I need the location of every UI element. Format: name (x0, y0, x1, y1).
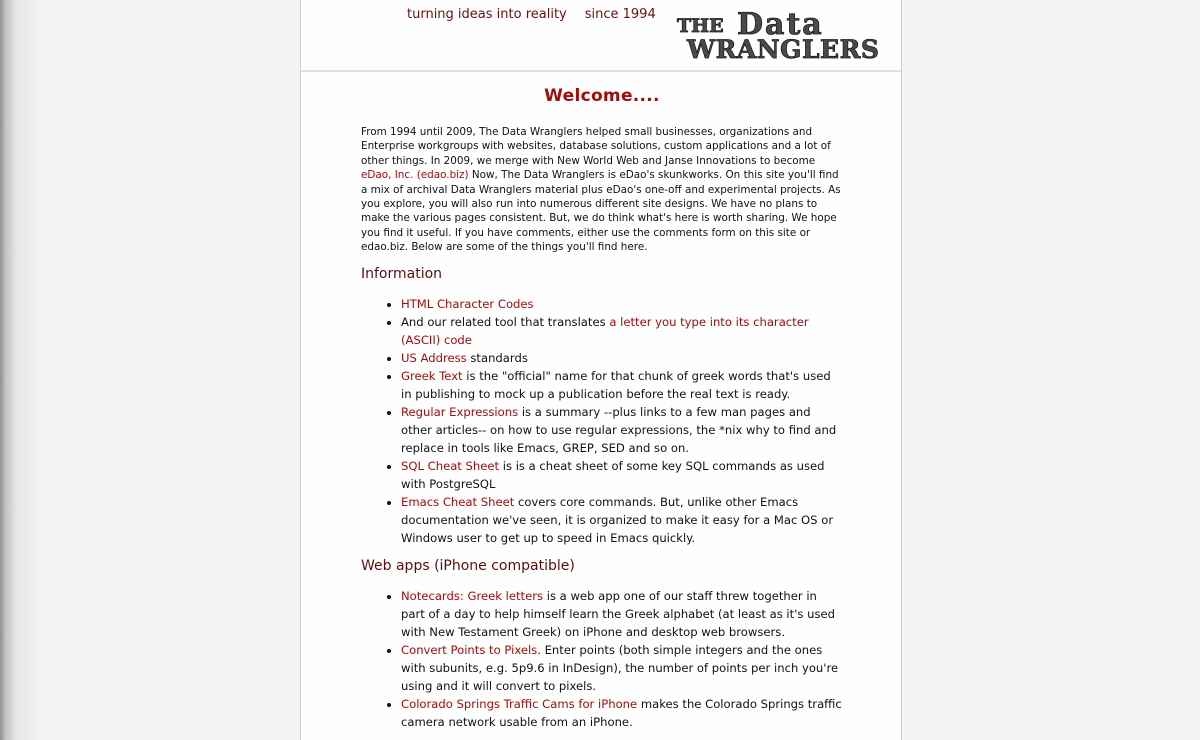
list-item (401, 457, 843, 493)
section-heading: Information (361, 265, 443, 282)
item-text: is is a cheat sheet of some key SQL commands as used with PostgreSQL (401, 458, 825, 491)
section-heading: Web apps (iPhone compatible) (361, 557, 575, 574)
main-content (361, 86, 843, 731)
list-item (401, 641, 843, 695)
logo-the: THE (677, 15, 724, 37)
intro-text-2: Now, The Data Wranglers is eDao's skunkworks. On this site you'll find a mix of archival Data Wranglers material plus eDao's one-off and experimental projects. As you explore, you will also run into numerous different site designs. We have no plans to make the various pages consistent. But, we do think what's here is worth sharing. We hope you find it useful. If you have comments, either use the comments form on this site or edao.biz. Below are some of the things you'll find here. (361, 169, 841, 254)
page-title: Welcome.... (544, 86, 660, 106)
item-text: is a web app one of our staff threw together in part of a day to help himself learn the Greek alphabet (at least as it's used with New Testament Greek) on iPhone and desktop web browsers. (401, 588, 835, 639)
list-item (401, 695, 843, 731)
left-background (0, 0, 300, 740)
list-item (401, 295, 843, 313)
item-text: And our related tool that translates (401, 314, 610, 329)
item-text: makes the Colorado Springs traffic camera network usable from an iPhone. (401, 696, 842, 729)
item-link[interactable]: Greek Text (401, 368, 463, 383)
list-item (401, 313, 843, 349)
intro-text-1: From 1994 until 2009, The Data Wranglers helped small businesses, organizations and Enterprise workgroups with websites, database solutions, custom applications and a lot of other things. In 2009, we merge with New World Web and Janse Innovations to become (361, 126, 831, 167)
item-link[interactable]: SQL Cheat Sheet (401, 458, 500, 473)
item-link[interactable]: Colorado Springs Traffic Cams for iPhone (401, 696, 638, 711)
item-text: . Enter points (both simple integers and the ones with subunits, e.g. 5p9.6 in InDesign), the number of points per inch you're using and it will convert to pixels. (401, 642, 839, 693)
item-text: covers core commands. But, unlike other Emacs documentation we've seen, it is organized to make it easy for a Mac OS or Windows user to get up to speed in Emacs quickly. (401, 494, 834, 545)
sections-container (361, 266, 843, 731)
item-link[interactable]: Emacs Cheat Sheet (401, 494, 515, 509)
list-item (401, 403, 843, 457)
right-background (901, 0, 1200, 740)
item-link[interactable]: HTML Character Codes (401, 296, 534, 311)
page-container (300, 0, 902, 740)
list-item (401, 349, 843, 367)
section-list (361, 295, 843, 547)
site-header (301, 0, 901, 72)
data-wranglers-logo[interactable] (675, 8, 893, 62)
item-link[interactable]: Notecards: Greek letters (401, 588, 544, 603)
intro-paragraph (361, 125, 843, 255)
logo-data: Data (737, 8, 824, 42)
tagline-text: turning ideas into reality (407, 7, 567, 22)
item-link[interactable]: Regular Expressions (401, 404, 519, 419)
edao-link[interactable]: eDao, Inc. (edao.biz) (361, 169, 469, 182)
item-text: standards (466, 350, 528, 365)
item-text: is the "official" name for that chunk of greek words that's used in publishing to mock up a publication before the real text is ready. (401, 368, 831, 401)
list-item (401, 493, 843, 547)
item-text: is a summary --plus links to a few man pages and other articles-- on how to use regular expressions, the *nix why to find and replace in tools like Emacs, GREP, SED and so on. (401, 404, 837, 455)
item-link[interactable]: US Address (401, 350, 467, 365)
section-list (361, 587, 843, 731)
list-item (401, 587, 843, 641)
logo-wranglers: WRANGLERS (687, 35, 880, 62)
item-link[interactable]: Convert Points to Pixels (401, 642, 538, 657)
tagline (407, 7, 656, 22)
list-item (401, 367, 843, 403)
since-text: since 1994 (584, 7, 656, 22)
item-link[interactable]: a letter you type into its character (ASCII) code (401, 314, 809, 347)
